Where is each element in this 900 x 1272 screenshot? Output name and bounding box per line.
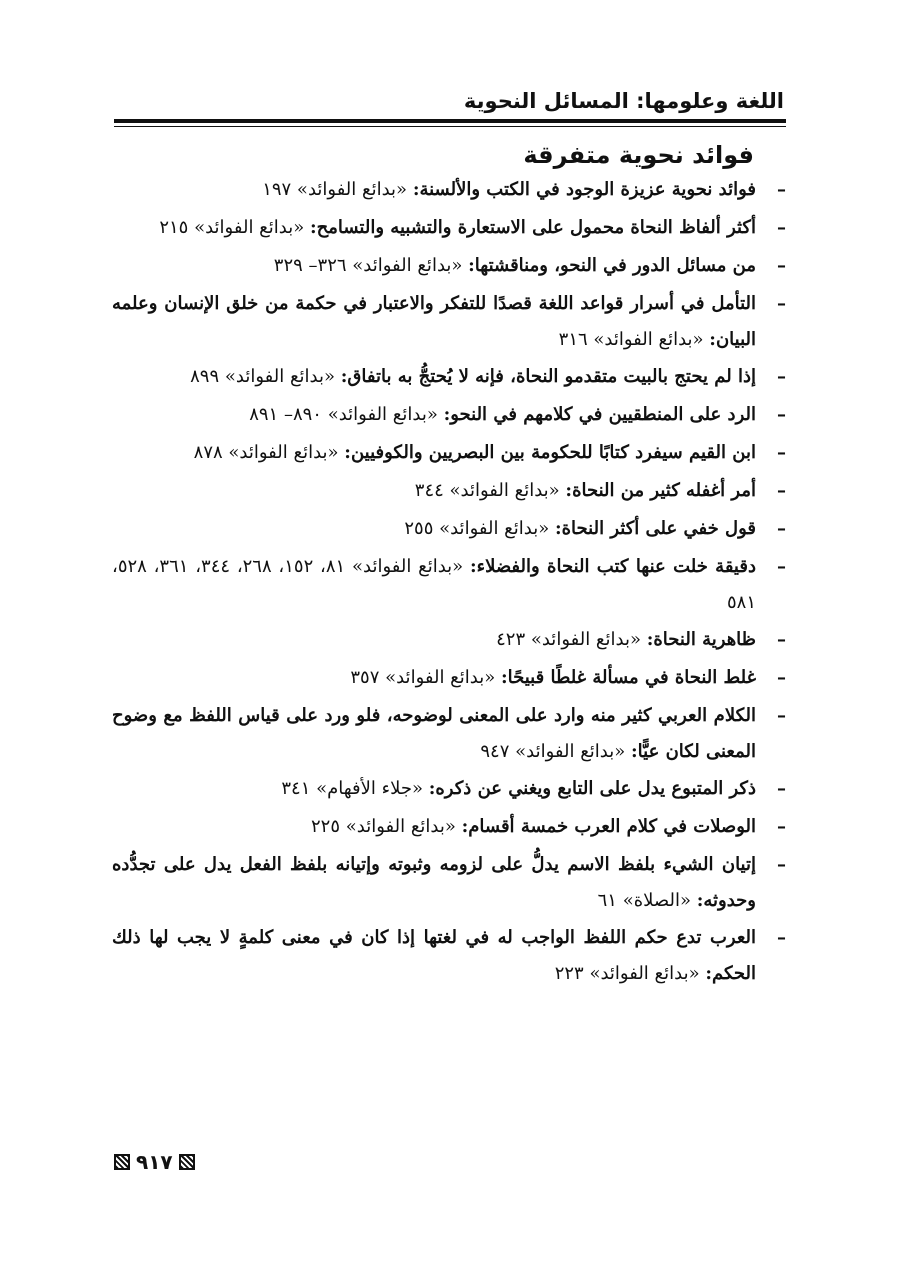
list-item: [112, 511, 786, 549]
list-item: [112, 210, 786, 248]
entry-text: الكلام العربي كثير منه وارد على المعنى لوضوحه، فلو ورد على قياس اللفظ مع وضوح المعنى لكان عيًّا:: [112, 705, 756, 762]
list-item: [112, 359, 786, 397]
running-header: اللغة وعلومها: المسائل النحوية: [463, 89, 784, 113]
list-item: [112, 809, 786, 847]
dash-bullet: –: [777, 293, 786, 314]
entry-text: الوصلات في كلام العرب خمسة أقسام:: [461, 816, 756, 837]
dash-bullet: –: [777, 629, 786, 650]
list-item: [112, 172, 786, 210]
dash-bullet: –: [777, 518, 786, 539]
section-title: فوائد نحوية متفرقة: [523, 141, 754, 169]
dash-bullet: –: [777, 179, 786, 200]
list-item: [112, 286, 786, 359]
entry-text: أمر أغفله كثير من النحاة:: [565, 480, 756, 501]
dash-bullet: –: [777, 255, 786, 276]
entry-text: التأمل في أسرار قواعد اللغة قصدًا للتفكر والاعتبار في حكمة من خلق الإنسان وعلمه البيان:: [112, 293, 756, 350]
list-item: [112, 397, 786, 435]
list-item: [112, 920, 786, 993]
entry-text: ظاهرية النحاة:: [646, 629, 756, 650]
header-rule-thick: [114, 119, 786, 123]
entry-source: «بدائع الفوائد» ٤٢٣: [496, 629, 641, 650]
dash-bullet: –: [777, 816, 786, 837]
ornament-icon: [114, 1154, 130, 1170]
list-item: [112, 435, 786, 473]
dash-bullet: –: [777, 217, 786, 238]
entry-text: العرب تدع حكم اللفظ الواجب له في لغتها إذا كان في معنى كلمةٍ لا يجب لها ذلك الحكم:: [112, 927, 756, 984]
entry-text: قول خفي على أكثر النحاة:: [554, 518, 756, 539]
entry-source: «بدائع الفوائد» ٣٥٧: [350, 667, 496, 688]
header-rule-thin: [114, 126, 786, 127]
list-item: [112, 771, 786, 809]
dash-bullet: –: [777, 480, 786, 501]
entry-text: إذا لم يحتج بالبيت متقدمو النحاة، فإنه لا يُحتجُّ به باتفاق:: [340, 366, 756, 387]
entry-text: دقيقة خلت عنها كتب النحاة والفضلاء:: [469, 556, 756, 577]
entry-source: «بدائع الفوائد» ٨١، ١٥٢، ٢٦٨، ٣٤٤، ٣٦١، ٥٢٨، ٥٨١: [112, 556, 756, 613]
entry-list: [112, 172, 786, 993]
list-item: [112, 847, 786, 920]
entry-source: «بدائع الفوائد» ٨٩٠– ٨٩١: [249, 404, 438, 425]
entry-text: أكثر ألفاظ النحاة محمول على الاستعارة والتشبيه والتسامح:: [309, 217, 756, 238]
page-footer: [114, 1150, 195, 1174]
entry-source: «بدائع الفوائد» ٨٧٨: [193, 442, 339, 463]
dash-bullet: –: [777, 667, 786, 688]
entry-source: «بدائع الفوائد» ١٩٧: [262, 179, 408, 200]
entry-source: «بدائع الفوائد» ٨٩٩: [190, 366, 336, 387]
dash-bullet: –: [777, 705, 786, 726]
entry-source: «بدائع الفوائد» ٢١٥: [159, 217, 305, 238]
entry-text: من مسائل الدور في النحو، ومناقشتها:: [468, 255, 756, 276]
entry-source: «بدائع الفوائد» ٩٤٧: [480, 740, 626, 762]
entry-source: «الصلاة» ٦١: [597, 889, 691, 911]
ornament-icon: [179, 1154, 195, 1170]
dash-bullet: –: [777, 556, 786, 577]
dash-bullet: –: [777, 927, 786, 948]
entry-source: «بدائع الفوائد» ٣٢٦– ٣٢٩: [273, 255, 463, 276]
entry-text: ابن القيم سيفرد كتابًا للحكومة بين البصريين والكوفيين:: [344, 442, 756, 463]
list-item: [112, 549, 786, 622]
dash-bullet: –: [777, 404, 786, 425]
dash-bullet: –: [777, 442, 786, 463]
list-item: [112, 248, 786, 286]
dash-bullet: –: [777, 854, 786, 875]
entry-source: «بدائع الفوائد» ٢٢٣: [554, 962, 700, 984]
list-item: [112, 660, 786, 698]
dash-bullet: –: [777, 366, 786, 387]
entry-source: «بدائع الفوائد» ٣٤٤: [414, 480, 560, 501]
entry-source: «بدائع الفوائد» ٢٥٥: [404, 518, 550, 539]
entry-text: ذكر المتبوع يدل على التابع ويغني عن ذكره:: [428, 778, 756, 799]
entry-text: غلط النحاة في مسألة غلطًا قبيحًا:: [500, 667, 756, 688]
dash-bullet: –: [777, 778, 786, 799]
entry-source: «بدائع الفوائد» ٣١٦: [558, 328, 704, 350]
entry-text: الرد على المنطقيين في كلامهم في النحو:: [443, 404, 756, 425]
list-item: [112, 473, 786, 511]
entry-source: «جلاء الأفهام» ٣٤١: [281, 778, 423, 799]
page-number: ٩١٧: [136, 1150, 173, 1174]
list-item: [112, 698, 786, 771]
entry-source: «بدائع الفوائد» ٢٢٥: [311, 816, 456, 837]
entry-text: فوائد نحوية عزيزة الوجود في الكتب والألسنة:: [412, 179, 756, 200]
entry-text: إتيان الشيء بلفظ الاسم يدلُّ على لزومه وثبوته وإتيانه بلفظ الفعل يدل على تجدُّده وحدوثه:: [112, 854, 756, 911]
list-item: [112, 622, 786, 660]
